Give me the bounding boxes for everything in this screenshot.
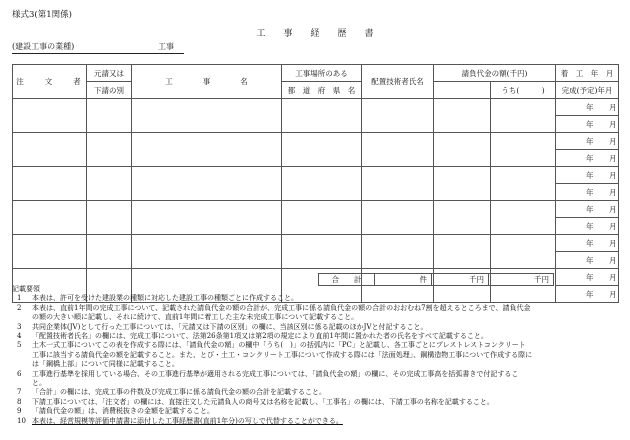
cell-location[interactable] bbox=[282, 201, 362, 235]
header-contract-amount: 請負代金の額(千円) bbox=[434, 65, 556, 82]
cell-amount[interactable] bbox=[434, 133, 491, 167]
cell-client[interactable] bbox=[13, 99, 87, 133]
cell-completion-date[interactable] bbox=[556, 184, 619, 201]
cell-engineer[interactable] bbox=[362, 167, 434, 201]
instruction-item bbox=[12, 398, 624, 407]
header-uchi: うち( ) bbox=[491, 82, 556, 99]
cell-uchi[interactable] bbox=[491, 133, 556, 167]
month-label: 月 bbox=[609, 154, 617, 163]
total-count-unit[interactable]: 件 bbox=[375, 274, 432, 286]
month-label: 月 bbox=[609, 171, 617, 180]
instruction-text: 土木一式工事についてこの表を作成する際には、「請負代金の額」の欄中「うち( )」の括弧内に「PC」と記載し、各工事ごとにプレストレストコンクリート bbox=[32, 341, 526, 350]
instruction-number: 3 bbox=[17, 322, 22, 331]
cell-start-date[interactable] bbox=[556, 235, 619, 252]
cell-type[interactable] bbox=[87, 167, 132, 201]
page-title: 工 事 経 歴 書 bbox=[256, 29, 374, 39]
instruction-item bbox=[12, 323, 624, 332]
cell-client[interactable] bbox=[13, 133, 87, 167]
total-amount-unit[interactable]: 千円 bbox=[432, 274, 489, 286]
cell-uchi[interactable] bbox=[491, 201, 556, 235]
cell-engineer[interactable] bbox=[362, 133, 434, 167]
cell-work-name[interactable] bbox=[132, 99, 282, 133]
instruction-text: 工事進行基準を採用している場合、その工事進行基準が適用される完成工事については、「請負代金の額」の欄に、その完成工事高を括弧書きで付記するこ bbox=[32, 369, 519, 378]
header-location-line1: 工事場所のある bbox=[282, 65, 362, 82]
table-row bbox=[13, 235, 619, 252]
instruction-text: と。 bbox=[32, 379, 46, 388]
cell-amount[interactable] bbox=[434, 99, 491, 133]
month-label: 月 bbox=[609, 103, 617, 112]
business-type-field[interactable] bbox=[12, 41, 184, 54]
header-type-line2: 下請の別 bbox=[87, 82, 132, 99]
instruction-item bbox=[12, 388, 624, 397]
instruction-text: 「合計」の欄には、完成工事の件数及び完成工事に係る請負代金の額の合計を記載すること。 bbox=[32, 388, 326, 397]
business-type-label: (建設工事の業種) bbox=[12, 42, 75, 51]
total-label: 合 計 bbox=[319, 274, 375, 286]
cell-location[interactable] bbox=[282, 99, 362, 133]
instruction-number: 9 bbox=[17, 407, 22, 416]
year-label: 年 bbox=[586, 256, 594, 265]
cell-location[interactable] bbox=[282, 235, 362, 269]
cell-start-date[interactable] bbox=[556, 133, 619, 150]
instruction-item bbox=[12, 341, 624, 350]
cell-type[interactable] bbox=[87, 201, 132, 235]
header-row-2 bbox=[13, 82, 619, 99]
cell-type[interactable] bbox=[87, 133, 132, 167]
cell-location[interactable] bbox=[282, 133, 362, 167]
instruction-text: 下請工事については、「注文者」の欄には、直接注文した元請負人の商号又は名称を記載し、「工事名」の欄には、下請工事の名称を記載すること。 bbox=[32, 397, 494, 406]
instructions-list bbox=[12, 294, 624, 426]
year-label: 年 bbox=[586, 222, 594, 231]
instruction-number: 4 bbox=[17, 332, 22, 341]
instruction-item bbox=[12, 370, 624, 379]
month-label: 月 bbox=[609, 137, 617, 146]
cell-uchi[interactable] bbox=[491, 235, 556, 269]
table-row bbox=[13, 201, 619, 218]
instruction-text: 「配置技術者氏名」の欄には、完成工事について、法第26条第1項又は第2項の規定により直前1年間に置かれた者の氏名をすべて記載すること。 bbox=[32, 332, 488, 341]
instruction-text: 共同企業体(JV)として行った工事については、「元請又は下請の区別」の欄に、当該区別に係る記載のほかJVと付記すること。 bbox=[32, 322, 428, 331]
instruction-text: 「請負代金の額」は、消費税抜きの金額を記載すること。 bbox=[32, 407, 214, 416]
table-row bbox=[13, 133, 619, 150]
month-label: 月 bbox=[609, 188, 617, 197]
cell-type[interactable] bbox=[87, 99, 132, 133]
month-label: 月 bbox=[609, 290, 617, 299]
instruction-item bbox=[12, 417, 624, 426]
total-sub-unit[interactable]: 千円 bbox=[489, 274, 554, 286]
year-label: 年 bbox=[586, 103, 594, 112]
year-label: 年 bbox=[586, 239, 594, 248]
cell-amount[interactable] bbox=[434, 167, 491, 201]
header-completion-date: 完成(予定)年月 bbox=[556, 82, 619, 99]
cell-uchi[interactable] bbox=[491, 99, 556, 133]
year-label: 年 bbox=[586, 188, 594, 197]
cell-type[interactable] bbox=[87, 235, 132, 269]
cell-amount[interactable] bbox=[434, 235, 491, 269]
instruction-text: 本表は、経営規模等評価申請書に添付した工事経歴書(直前1年分)の写しで代替することができる。 bbox=[32, 416, 343, 425]
year-label: 年 bbox=[586, 171, 594, 180]
month-label: 月 bbox=[609, 222, 617, 231]
instruction-item bbox=[12, 304, 624, 313]
instruction-number: 8 bbox=[17, 397, 22, 406]
instruction-number: 2 bbox=[17, 303, 22, 312]
cell-engineer[interactable] bbox=[362, 201, 434, 235]
header-engineer: 配置技術者氏名 bbox=[362, 65, 434, 99]
year-label: 年 bbox=[586, 154, 594, 163]
cell-completion-date[interactable] bbox=[556, 116, 619, 133]
cell-completion-date[interactable] bbox=[556, 252, 619, 269]
cell-work-name[interactable] bbox=[132, 167, 282, 201]
instruction-item bbox=[12, 313, 624, 322]
cell-engineer[interactable] bbox=[362, 99, 434, 133]
cell-completion-date[interactable] bbox=[556, 150, 619, 167]
year-label: 年 bbox=[586, 273, 594, 282]
instruction-text: の額の大きい順に記載し、それに続けて、直前1年間に着工した主な未完成工事について記載すること。 bbox=[32, 313, 359, 322]
instruction-item bbox=[12, 360, 624, 369]
instruction-text: 本表は、許可を受けた建設業の種類に対応した建設工事の種類ごとに作成すること。 bbox=[32, 294, 298, 303]
header-client: 注 文 者 bbox=[13, 65, 87, 99]
cell-amount[interactable] bbox=[434, 201, 491, 235]
cell-work-name[interactable] bbox=[132, 201, 282, 235]
table-row bbox=[13, 99, 619, 116]
instruction-item bbox=[12, 407, 624, 416]
year-label: 年 bbox=[586, 290, 594, 299]
table-row bbox=[13, 167, 619, 184]
cell-start-date[interactable] bbox=[556, 269, 619, 286]
header-row-1 bbox=[13, 65, 619, 82]
cell-completion-date[interactable] bbox=[556, 218, 619, 235]
cell-client[interactable] bbox=[13, 167, 87, 201]
month-label: 月 bbox=[609, 120, 617, 129]
instruction-text: 本表は、直前1年間の完成工事について、記載された請負代金の額の合計が、完成工事に係る請負代金の額の合計のおおむね7割を超えるところまで、請負代金 bbox=[32, 303, 531, 312]
cell-uchi[interactable] bbox=[491, 167, 556, 201]
instruction-text: は「鋼橋上部」について同様に記載すること。 bbox=[32, 360, 179, 369]
header-work-name: 工 事 名 bbox=[132, 65, 282, 99]
cell-location[interactable] bbox=[282, 167, 362, 201]
business-type-suffix: 工事 bbox=[158, 42, 174, 51]
instruction-item bbox=[12, 351, 624, 360]
year-label: 年 bbox=[586, 120, 594, 129]
month-label: 月 bbox=[609, 205, 617, 214]
instruction-item bbox=[12, 294, 624, 303]
year-label: 年 bbox=[586, 137, 594, 146]
cell-client[interactable] bbox=[13, 201, 87, 235]
month-label: 月 bbox=[609, 256, 617, 265]
cell-work-name[interactable] bbox=[132, 133, 282, 167]
month-label: 月 bbox=[609, 273, 617, 282]
instruction-text: 工事に該当する請負代金の額を記載すること。また、とび・土工・コンクリート工事について作成する際には「法面処理」、鋼構造物工事について作成する際に bbox=[32, 350, 533, 359]
cell-engineer[interactable] bbox=[362, 235, 434, 269]
instruction-number: 5 bbox=[17, 341, 22, 350]
instruction-number: 10 bbox=[17, 416, 26, 425]
instruction-number: 1 bbox=[17, 294, 22, 303]
header-type-line1: 元請又は bbox=[87, 65, 132, 82]
instruction-number: 6 bbox=[17, 369, 22, 378]
cell-work-name[interactable] bbox=[132, 235, 282, 269]
cell-client[interactable] bbox=[13, 235, 87, 269]
instructions-heading: 記載要領 bbox=[12, 285, 40, 293]
header-start-date: 着 工 年 月 bbox=[556, 65, 619, 82]
instructions bbox=[12, 285, 624, 426]
form-number: 様式3(第1関係) bbox=[12, 10, 72, 20]
header-amount-blank bbox=[434, 82, 491, 99]
header-location-line2: 都 道 府 県 名 bbox=[282, 82, 362, 99]
work-history-table bbox=[12, 64, 619, 303]
cell-start-date[interactable] bbox=[556, 99, 619, 116]
month-label: 月 bbox=[609, 239, 617, 248]
cell-start-date[interactable] bbox=[556, 201, 619, 218]
instruction-number: 7 bbox=[17, 388, 22, 397]
year-label: 年 bbox=[586, 205, 594, 214]
cell-start-date[interactable] bbox=[556, 167, 619, 184]
